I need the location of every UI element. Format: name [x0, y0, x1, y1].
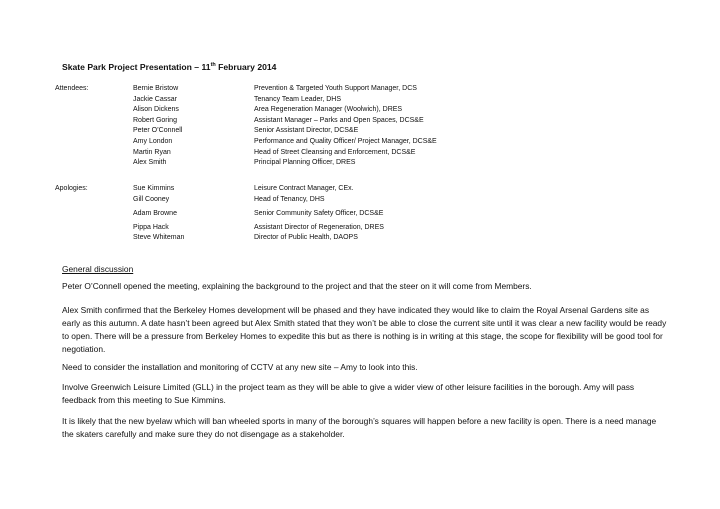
paragraph: Involve Greenwich Leisure Limited (GLL) in the project team as they will be able to give a wider view of other leisure facilities in the borough. Amy will pass feedback from this meeting to Sue Kimmins.: [62, 382, 635, 405]
attendee-row: Peter O’Connell Senior Assistant Director, DCS&E: [133, 127, 359, 135]
section-heading: General discussion: [62, 264, 134, 274]
attendee-row: Alison Dickens Area Regeneration Manager (Woolwich), DRES: [133, 106, 403, 114]
apology-row: Adam Browne Senior Community Safety Officer, DCS&E: [133, 210, 384, 217]
paragraph: Alex Smith confirmed that the Berkeley Homes development will be phased and they have indicated they would like to claim the Royal Arsenal Gardens site as early as this autumn. A date hasn’t been agreed but Alex Smith stated that they won’t be able to close the current site until it was clear a new facility would be ready to open. There will be a pressure from Berkeley Homes to expedite this but as there is nothing is in writing at this stage, the scope for flexibility will be good tool for negotiation.: [62, 305, 667, 354]
attendees-label: Attendees:: [55, 85, 89, 92]
attendee-row: Amy London Performance and Quality Officer/ Project Manager, DCS&E: [133, 138, 437, 145]
apology-row: Steve Whiteman Director of Public Health, DAOPS: [133, 234, 358, 242]
attendee-row: Alex Smith Principal Planning Officer, DRES: [133, 159, 356, 167]
apology-row: Gill Cooney Head of Tenancy, DHS: [133, 195, 325, 203]
attendee-row: Robert Goring Assistant Manager – Parks and Open Spaces, DCS&E: [133, 116, 424, 124]
attendee-row: Martin Ryan Head of Street Cleansing and Enforcement, DCS&E: [133, 148, 416, 156]
document-title: Skate Park Project Presentation – 11th February 2014: [62, 62, 277, 72]
paragraph: It is likely that the new byelaw which will ban wheeled sports in many of the borough’s squares will happen before a new facility is open. There is a need manage the skaters carefully and make sure they do not disengage as a stakeholder.: [62, 416, 657, 439]
apology-row: Sue Kimmins Leisure Contract Manager, CEx.: [133, 185, 354, 192]
paragraph: Peter O’Connell opened the meeting, explaining the background to the project and that the steer on it will come from Members.: [62, 281, 532, 291]
apologies-label: Apologies:: [55, 185, 88, 192]
apology-row: Pippa Hack Assistant Director of Regeneration, DRES: [133, 223, 384, 231]
paragraph: Need to consider the installation and monitoring of CCTV at any new site – Amy to look into this.: [62, 362, 418, 372]
attendee-row: Bernie Bristow Prevention & Targeted Youth Support Manager, DCS: [133, 85, 417, 92]
attendee-row: Jackie Cassar Tenancy Team Leader, DHS: [133, 95, 342, 103]
